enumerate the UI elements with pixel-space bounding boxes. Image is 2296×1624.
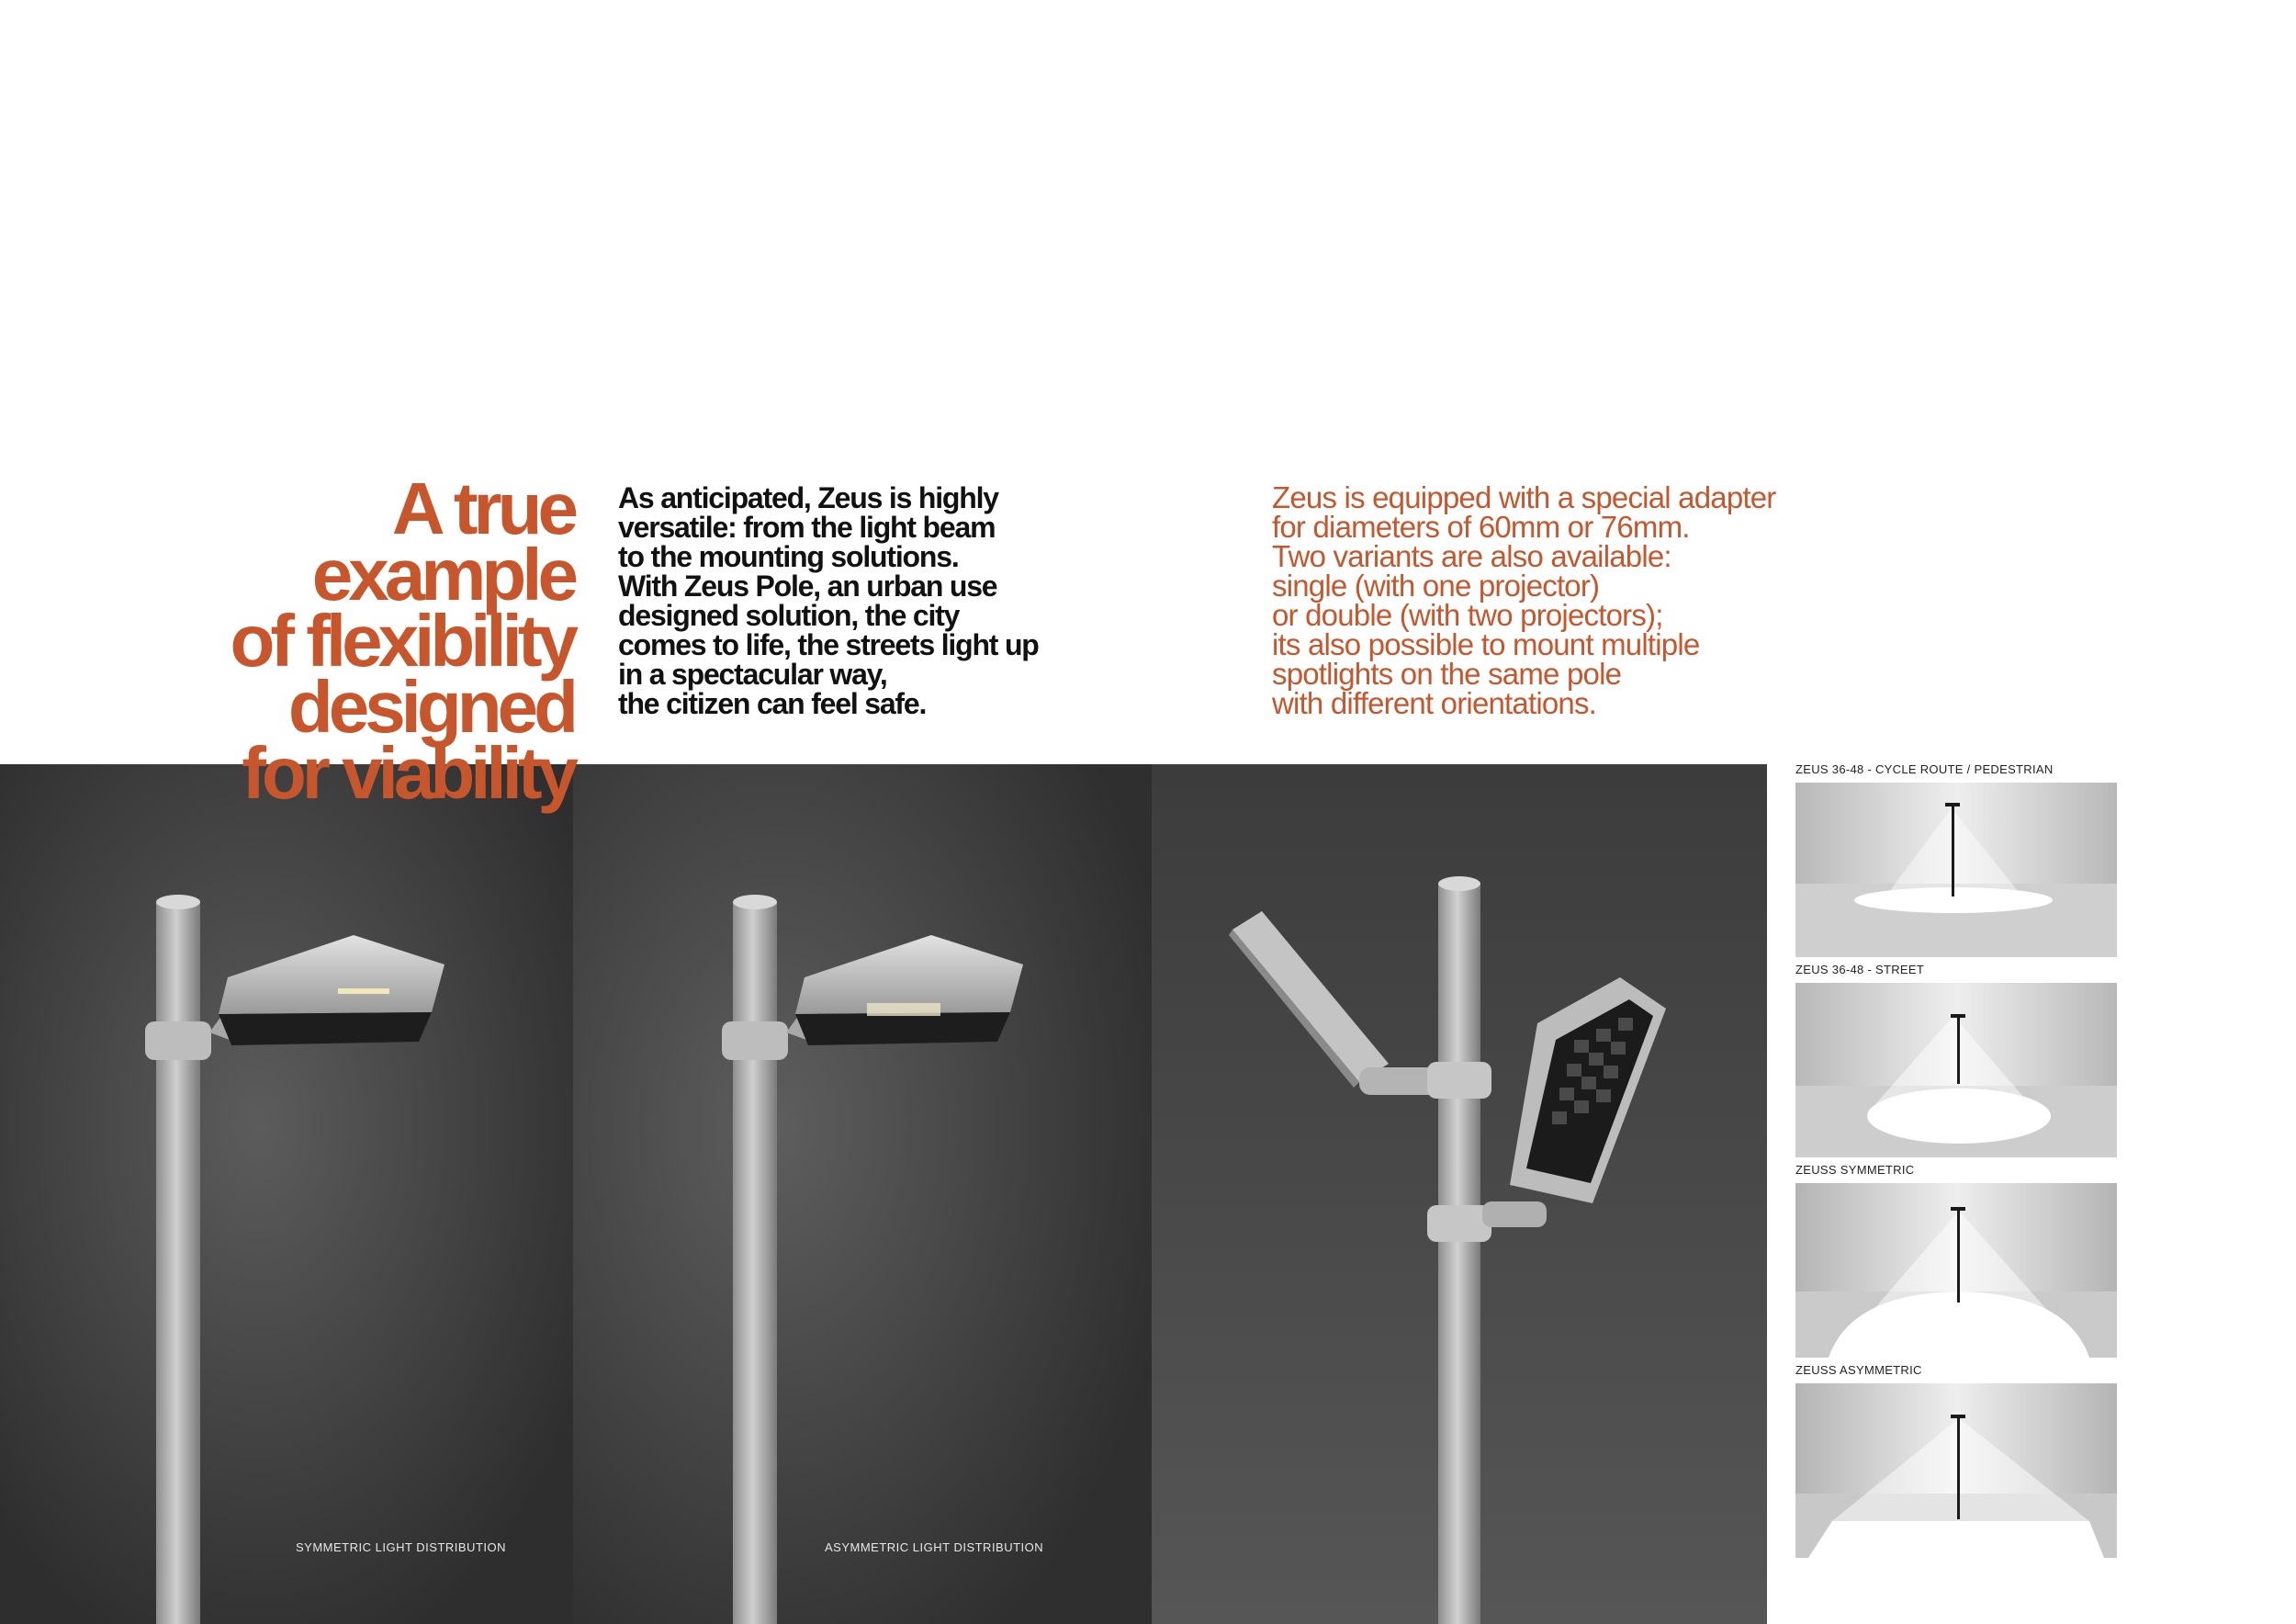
adapter-line: spotlights on the same pole: [1272, 657, 1622, 691]
intro-line: in a spectacular way,: [618, 658, 887, 691]
intro-line: the citizen can feel safe.: [618, 687, 927, 720]
asymmetric-caption: ASYMMETRIC LIGHT DISTRIBUTION: [825, 1540, 1044, 1554]
thumbnail-street: [1795, 983, 2117, 1157]
thumbnail-label: ZEUS 36-48 - CYCLE ROUTE / PEDESTRIAN: [1795, 762, 2054, 776]
adapter-line: Two variants are also available:: [1272, 539, 1671, 573]
symmetric-lamp-photo: [0, 764, 573, 1624]
adapter-line: with different orientations.: [1272, 686, 1597, 720]
adapter-line: or double (with two projectors);: [1272, 598, 1663, 632]
thumbnail-cycle-route: [1795, 783, 2117, 957]
thumbnail-asymmetric: [1795, 1383, 2117, 1558]
headline-line: designed: [287, 666, 574, 748]
adapter-line: Zeus is equipped with a special adapter: [1272, 480, 1776, 514]
headline-line: A true: [391, 468, 574, 549]
intro-line: With Zeus Pole, an urban use: [618, 570, 997, 603]
intro-line: versatile: from the light beam: [618, 511, 996, 544]
adapter-line: single (with one projector): [1272, 569, 1600, 603]
double-projector-photo: [1152, 764, 1767, 1624]
thumbnail-symmetric: [1795, 1183, 2117, 1358]
intro-line: designed solution, the city: [618, 599, 960, 632]
headline-line: of flexibility: [230, 600, 574, 682]
thumbnail-label: ZEUSS SYMMETRIC: [1795, 1163, 1915, 1177]
intro-line: As anticipated, Zeus is highly: [618, 481, 998, 514]
headline-line: example: [311, 534, 574, 615]
thumbnail-label: ZEUS 36-48 - STREET: [1795, 963, 1925, 976]
adapter-line: its also possible to mount multiple: [1272, 627, 1700, 661]
adapter-line: for diameters of 60mm or 76mm.: [1272, 510, 1690, 544]
headline: [165, 468, 574, 814]
symmetric-caption: SYMMETRIC LIGHT DISTRIBUTION: [296, 1540, 506, 1554]
adapter-paragraph: [1272, 480, 1841, 720]
asymmetric-lamp-photo: [573, 764, 1152, 1624]
thumbnail-label: ZEUSS ASYMMETRIC: [1795, 1363, 1922, 1377]
headline-line: for viability: [242, 732, 574, 814]
intro-line: to the mounting solutions.: [618, 540, 959, 573]
intro-line: comes to life, the streets light up: [618, 628, 1039, 661]
intro-paragraph: [618, 483, 1096, 718]
